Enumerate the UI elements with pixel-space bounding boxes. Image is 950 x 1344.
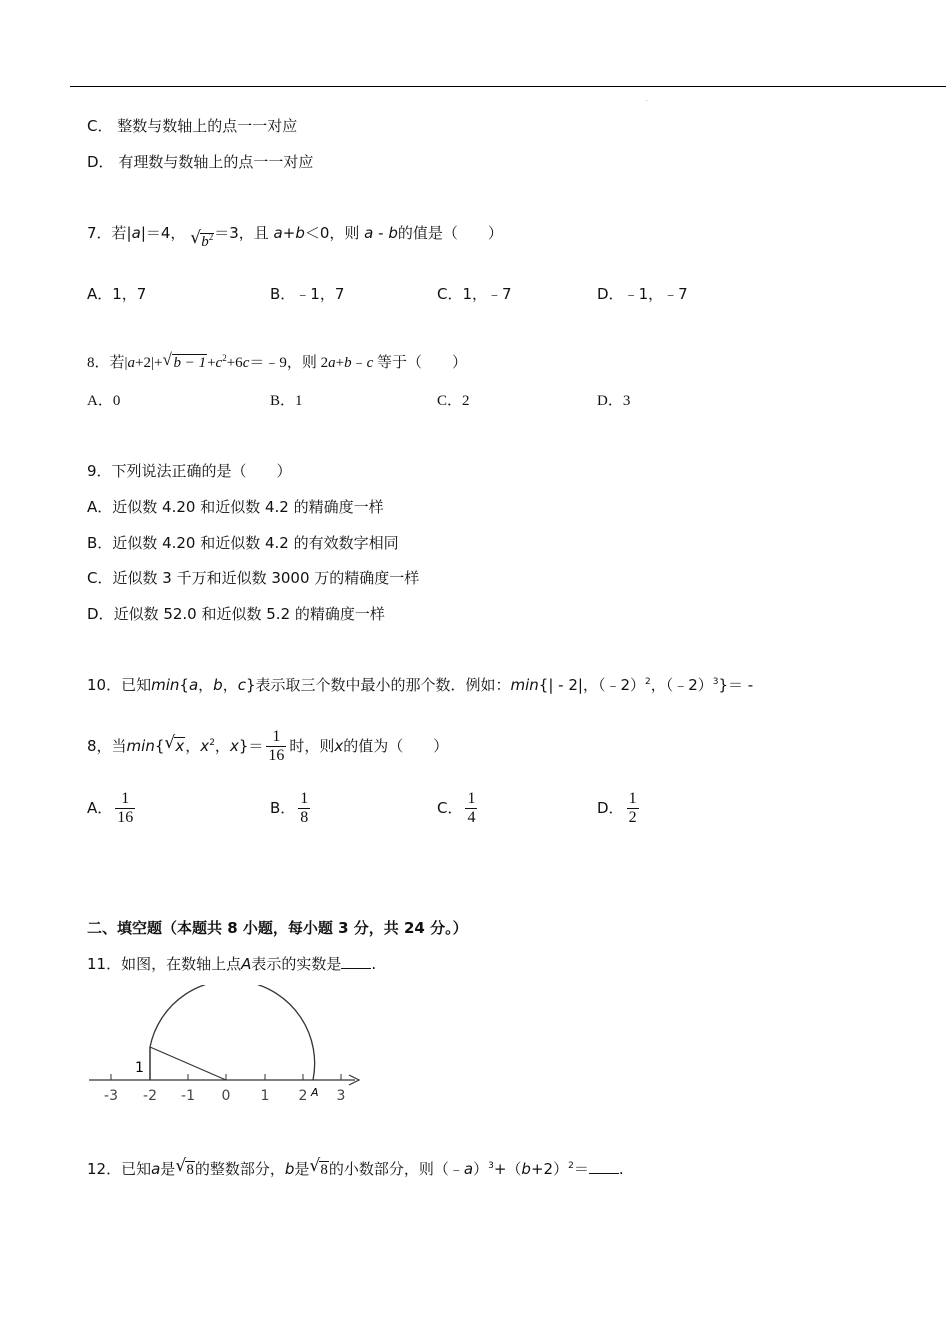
var: x (334, 737, 344, 755)
denominator: 16 (268, 747, 285, 764)
option-label: C． (437, 799, 463, 817)
text: ＝﹣9，则 2 (249, 355, 329, 371)
exponent: 2 (208, 232, 214, 242)
q8-option-b (270, 391, 303, 411)
q7-option-b (270, 284, 344, 304)
q12-stem (87, 1156, 624, 1179)
var: c (237, 676, 246, 694)
denominator: 4 (467, 809, 476, 826)
option-label: B． (270, 393, 296, 409)
var: x (200, 737, 210, 755)
option-text: 1 (295, 393, 303, 409)
text: { (179, 676, 189, 694)
text: 是 (294, 1160, 310, 1178)
option-label: D． (597, 393, 623, 409)
q9-option-b (87, 533, 399, 553)
radicand: 8 (320, 1162, 328, 1178)
func-min: min (126, 737, 155, 755)
var: a (127, 355, 136, 371)
number-line-figure (85, 985, 370, 1110)
option-text: ﹣1，7 (295, 285, 345, 303)
var: a (328, 355, 336, 371)
text: 时，则 (289, 737, 335, 755)
radicand: x (175, 737, 185, 755)
exponent: 2 (209, 738, 215, 748)
text: - (373, 224, 389, 242)
text: ， (214, 737, 230, 755)
denominator: 2 (628, 809, 637, 826)
denominator: 16 (117, 809, 134, 826)
text: ＝ (573, 1160, 589, 1178)
question-number: 8． (87, 355, 110, 371)
var: c (242, 355, 250, 371)
text: {| - 2|，（﹣2） (538, 676, 645, 694)
q8-stem (87, 350, 468, 373)
arc (150, 985, 315, 1080)
text: + (207, 355, 216, 371)
fraction (465, 790, 477, 827)
text: 的小数部分，则（﹣ (328, 1160, 464, 1178)
option-text: 1，﹣7 (462, 285, 512, 303)
option-label: D． (87, 605, 114, 623)
q10-option-d (597, 788, 642, 828)
option-text: 1，7 (112, 285, 147, 303)
var: a (151, 1160, 161, 1178)
text: +（ (493, 1160, 522, 1178)
q7-option-c (437, 284, 512, 304)
option-text: ﹣1，﹣7 (623, 285, 688, 303)
text: 若| (109, 355, 128, 371)
q7-stem (87, 223, 503, 250)
var: b (521, 1160, 531, 1178)
text: ＝3，且 (214, 224, 269, 242)
option-label: A． (87, 498, 113, 516)
option-text: 近似数 3 千万和近似数 3000 万的精确度一样 (112, 569, 420, 587)
text: +2） (530, 1160, 569, 1178)
option-label: D． (597, 799, 624, 817)
option-label: A． (87, 393, 113, 409)
option-label: C． (437, 285, 463, 303)
section-title: 二、填空题（本题共 8 小题，每小题 3 分，共 24 分。） (87, 919, 468, 937)
text: ＜0，则 (304, 224, 360, 242)
text: 的值是（ ） (397, 224, 503, 242)
text: ） (473, 1160, 489, 1178)
var: b (213, 676, 223, 694)
tick-label: 2 (298, 1088, 308, 1104)
option-text: 近似数 52.0 和近似数 5.2 的精确度一样 (113, 605, 385, 623)
func-min: min (151, 676, 180, 694)
numerator: 1 (467, 790, 476, 807)
text: }表示取三个数中最小的那个数．例如： (245, 676, 511, 694)
q10-option-c (437, 788, 480, 828)
text: { (154, 737, 165, 755)
tick-label: -1 (181, 1088, 195, 1104)
text: }＝ (238, 737, 264, 755)
tick-labels (104, 1088, 345, 1104)
option-label: B． (270, 799, 296, 817)
answer-blank[interactable] (341, 954, 371, 969)
text: ， (185, 737, 201, 755)
text: ， (198, 676, 214, 694)
sqrt-b-minus-1: √ b − 1 (162, 350, 207, 371)
text: . (371, 955, 377, 973)
option-text: 0 (112, 393, 121, 409)
tick-label: -3 (104, 1088, 118, 1104)
text: 10．已知 (87, 676, 152, 694)
fraction (298, 790, 310, 827)
var: b (284, 1160, 295, 1178)
radicand: b − 1 (173, 355, 207, 371)
exponent: 2 (644, 677, 651, 687)
option-text: 整数与数轴上的点一一对应 (117, 117, 298, 135)
text: 若| (111, 224, 132, 242)
point-label: A (241, 955, 252, 973)
text: 8，当 (87, 737, 127, 755)
exponent: 2 (222, 353, 227, 363)
option-label: B． (87, 534, 113, 552)
tick-label: -2 (143, 1088, 157, 1104)
q8-option-d (597, 391, 630, 411)
q7-option-a (87, 284, 146, 304)
exponent: 3 (488, 1161, 494, 1171)
q10-stem-line2 (87, 728, 448, 765)
var: c (215, 355, 223, 371)
text: 等于（ ） (373, 355, 468, 371)
var: b (295, 224, 305, 242)
sqrt-8: √ 8 (309, 1156, 328, 1178)
text: + (335, 355, 345, 371)
height-label: 1 (135, 1060, 144, 1076)
text: ， (222, 676, 238, 694)
var: b (344, 355, 352, 371)
q8-option-c (437, 391, 470, 411)
numerator: 1 (272, 728, 281, 745)
option-label: D． (87, 153, 114, 171)
q9-option-d (87, 604, 385, 624)
text: }＝ - (718, 676, 754, 694)
text: ，（﹣2） (650, 676, 713, 694)
option-text: 3 (622, 393, 631, 409)
q6-option-c (87, 116, 297, 136)
q6-option-d (87, 152, 313, 172)
fraction (627, 790, 639, 827)
radicand: 8 (186, 1162, 194, 1178)
question-number: 7． (87, 224, 112, 242)
var: b (388, 224, 398, 242)
var-a: a (131, 224, 141, 242)
text: 12．已知 (87, 1160, 152, 1178)
option-label: C． (87, 117, 113, 135)
option-label: A． (87, 285, 113, 303)
sqrt-8: √ 8 (175, 1156, 194, 1178)
text: 是 (160, 1160, 176, 1178)
q9-option-c (87, 568, 419, 588)
var: a (273, 224, 283, 242)
var: c (366, 355, 374, 371)
point-a-label: A (311, 1086, 319, 1099)
tick-label: 3 (336, 1088, 346, 1104)
text: + (282, 224, 296, 242)
option-text: 有理数与数轴上的点一一对应 (118, 153, 314, 171)
tick-label: 1 (260, 1088, 270, 1104)
text: 表示的实数是 (251, 955, 342, 973)
tick-label: 0 (221, 1088, 231, 1104)
option-label: A． (87, 799, 113, 817)
exponent: 2 (568, 1161, 574, 1171)
q10-stem-line1 (87, 675, 753, 695)
numerator: 1 (628, 790, 637, 807)
text: +2|+ (135, 355, 163, 371)
q9-stem: 9．下列说法正确的是（ ） (87, 462, 292, 480)
fraction (266, 728, 286, 765)
var-b: b (201, 234, 209, 250)
var: x (229, 737, 239, 755)
text: |＝4， (140, 224, 186, 242)
sqrt-x: √ x (164, 733, 185, 755)
option-text: 近似数 4.20 和近似数 4.2 的精确度一样 (112, 498, 384, 516)
answer-blank[interactable] (589, 1159, 619, 1174)
var: a (364, 224, 374, 242)
denominator: 8 (300, 809, 309, 826)
q11-stem (87, 954, 376, 974)
text: . (618, 1160, 624, 1178)
option-text: 近似数 4.20 和近似数 4.2 的有效数字相同 (112, 534, 399, 552)
q10-option-b (270, 788, 313, 828)
q8-option-a (87, 391, 120, 411)
ticks (111, 1074, 341, 1080)
option-label: C． (87, 569, 113, 587)
q10-option-a (87, 788, 138, 828)
header-dot: . (646, 96, 648, 103)
text: 的整数部分， (194, 1160, 285, 1178)
option-label: C． (437, 393, 463, 409)
exponent: 3 (712, 677, 719, 687)
header-rule (70, 86, 946, 87)
text: +6 (226, 355, 243, 371)
text: 的值为（ ） (343, 737, 449, 755)
q9-option-a (87, 497, 384, 517)
text: 11．如图，在数轴上点 (87, 955, 242, 973)
q7-option-d (597, 284, 688, 304)
numerator: 1 (121, 790, 130, 807)
text: ﹣ (351, 355, 367, 371)
var: a (463, 1160, 474, 1178)
fraction (115, 790, 135, 827)
option-text: 2 (462, 393, 470, 409)
func-min: min (510, 676, 539, 694)
numerator: 1 (300, 790, 309, 807)
option-label: D． (597, 285, 624, 303)
var: a (188, 676, 199, 694)
option-label: B． (270, 285, 296, 303)
sqrt-b-squared: √ $b^2$ (190, 228, 214, 250)
